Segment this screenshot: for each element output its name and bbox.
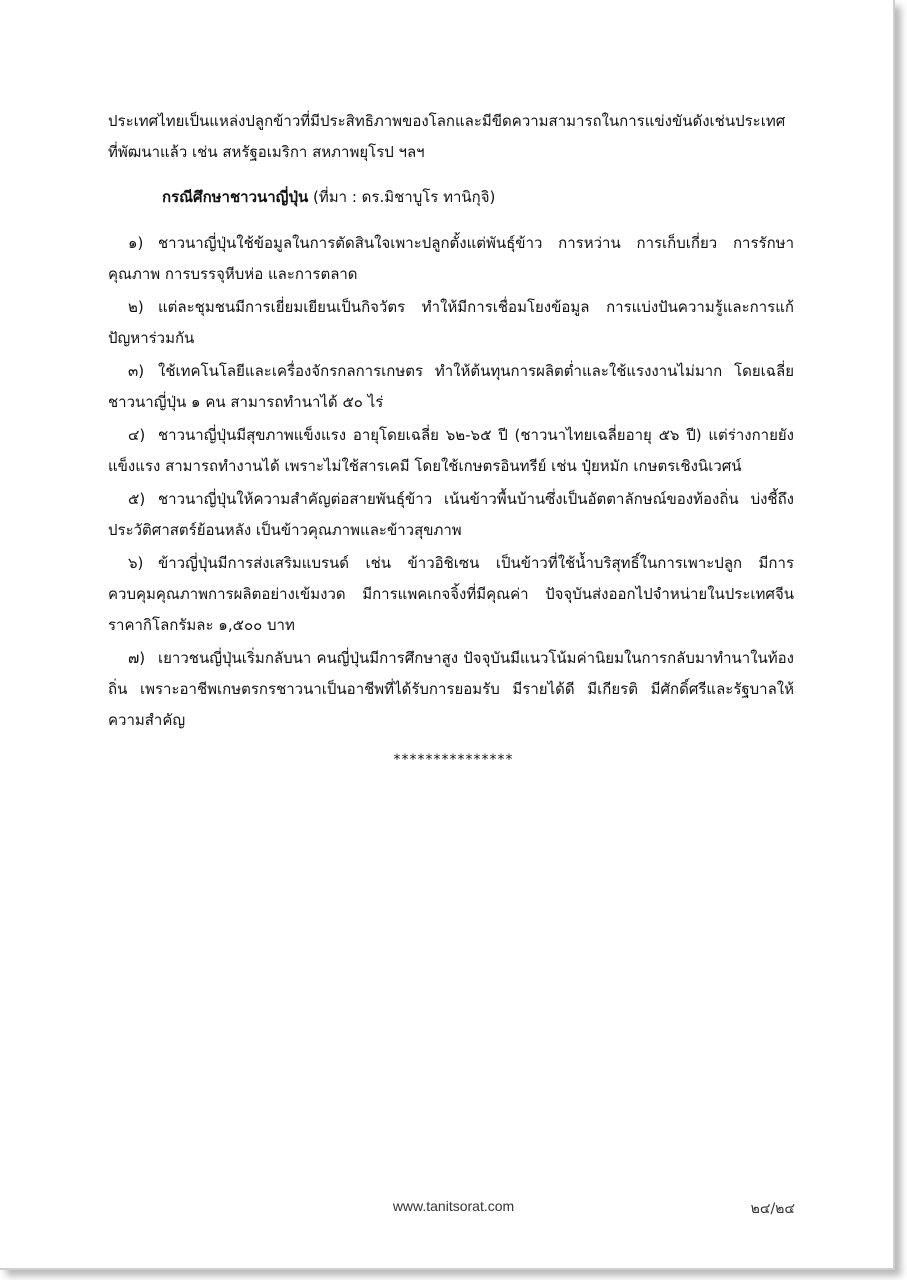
section-divider: *************** xyxy=(393,752,514,768)
intro-paragraph: ประเทศไทยเป็นแหล่งปลูกข้าวที่มีประสิทธิภาพของโลกและมีขีดความสามารถในการแข่งขันดังเช่นประเทศที่พัฒนาแล้ว เช่น สหรัฐอเมริกา สหภาพยุโรป ฯลฯ xyxy=(108,112,786,161)
list-item-text: ชาวนาญี่ปุ่นมีสุขภาพแข็งแรง อายุโดยเฉลี่ย ๖๒-๖๕ ปี (ชาวนาไทยเฉลี่ยอายุ ๕๖ ปี) แต่ร่างกายยังแข็งแรง สามารถทำงานได้ เพราะไม่ใช้สารเคมี โดยใช้เกษตรอินทรีย์ เช่น ปุ๋ยหมัก เกษตรเชิงนิเวศน์ xyxy=(108,426,794,475)
list-item-number: ๗) xyxy=(128,649,146,667)
list-item-text: ใช้เทคโนโลยีและเครื่องจักรกลการเกษตร ทำให้ต้นทุนการผลิตต่ำและใช้แรงงานไม่มาก โดยเฉลี่ยชาวนาญี่ปุ่น ๑ คน สามารถทำนาได้ ๕๐ ไร่ xyxy=(108,362,794,411)
list-item-text: เยาวชนญี่ปุ่นเริ่มกลับนา คนญี่ปุ่นมีการศึกษาสูง ปัจจุบันมีแนวโน้มค่านิยมในการกลับมาทำนาในท้องถิ่น เพราะอาชีพเกษตรกรชาวนาเป็นอาชีพที่ได้รับการยอมรับ มีรายได้ดี มีเกียรติ มีศักดิ์ศรีและรัฐบาลให้ความสำคัญ xyxy=(108,649,794,729)
list-item-number: ๖) xyxy=(128,554,144,572)
list-item xyxy=(108,292,794,354)
page-number: ๒๔/๒๔ xyxy=(750,1201,795,1217)
list-item-text: ข้าวญี่ปุ่นมีการส่งเสริมแบรนด์ เช่น ข้าวอิชิเซน เป็นข้าวที่ใช้น้ำบริสุทธิ์ในการเพาะปลูก มีการควบคุมคุณภาพการผลิตอย่างเข้มงวด มีการแพคเกจจิ้งที่มีคุณค่า ปัจจุบันส่งออกไปจำหน่ายในประเทศจีน ราคากิโลกรัมละ ๑,๕๐๐ บาท xyxy=(108,554,794,634)
list-item-number: ๕) xyxy=(128,490,146,508)
case-study-title: กรณีศึกษาชาวนาญี่ปุ่น xyxy=(162,188,309,206)
list-item-number: ๑) xyxy=(128,234,144,252)
list-item-number: ๔) xyxy=(128,426,146,444)
list-item xyxy=(108,228,794,290)
list-item-text: แต่ละชุมชนมีการเยี่ยมเยียนเป็นกิจวัตร ทำให้มีการเชื่อมโยงข้อมูล การแบ่งปันความรู้และการแก้ปัญหาร่วมกัน xyxy=(108,298,794,347)
list-item xyxy=(108,643,794,736)
list-item xyxy=(108,484,794,546)
document-body xyxy=(108,106,794,738)
case-study-heading xyxy=(108,182,794,213)
list-item-text: ชาวนาญี่ปุ่นให้ความสำคัญต่อสายพันธุ์ข้าว เน้นข้าวพื้นบ้านซึ่งเป็นอัตตาลักษณ์ของท้องถิ่น บ่งชี้ถึงประวัติศาสตร์ย้อนหลัง เป็นข้าวคุณภาพและข้าวสุขภาพ xyxy=(108,490,794,539)
case-study-list xyxy=(108,228,794,736)
footer-website-link[interactable]: www.tanitsorat.com xyxy=(392,1198,515,1214)
list-item xyxy=(108,420,794,482)
list-item xyxy=(108,548,794,641)
list-item-number: ๓) xyxy=(128,362,145,380)
case-study-source: (ที่มา : ดร.มิชาบูโร ทานิกุจิ) xyxy=(313,188,496,206)
list-item-text: ชาวนาญี่ปุ่นใช้ข้อมูลในการตัดสินใจเพาะปลูกตั้งแต่พันธุ์ข้าว การหว่าน การเก็บเกี่ยว การรักษาคุณภาพ การบรรจุหีบห่อ และการตลาด xyxy=(108,234,794,283)
list-item-number: ๒) xyxy=(128,298,144,316)
list-item xyxy=(108,356,794,418)
